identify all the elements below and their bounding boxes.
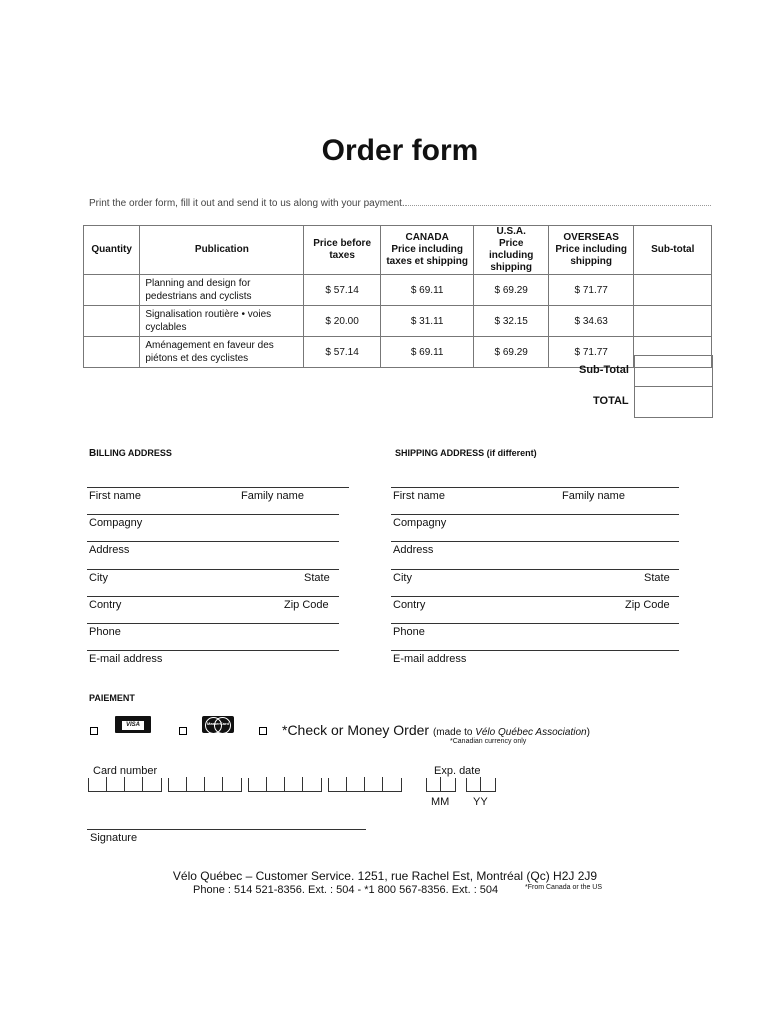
order-table [83,225,712,368]
shipping-first-name-label: First name [393,490,445,502]
billing-heading: BILLING ADDRESS [89,448,172,459]
digit-divider [124,777,125,791]
billing-line [87,541,339,542]
shipping-heading: SHIPPING ADDRESS (if different) [395,448,537,458]
card-group-2[interactable] [168,778,242,792]
shipping-address-label: Address [393,544,434,556]
exp-year-label: YY [473,796,488,808]
digit-divider [186,777,187,791]
price-canada-cell: $ 69.11 [380,337,474,368]
footer-note: *From Canada or the US [525,884,603,891]
visa-icon: VISA [115,716,151,733]
price-before-cell: $ 20.00 [304,306,380,337]
exp-date-label: Exp. date [434,765,481,777]
table-row [84,306,712,337]
subtotal-cell[interactable] [634,275,712,306]
digit-divider [480,777,481,791]
dotted-divider [405,205,711,206]
col-quantity: Quantity [84,226,140,275]
publication-cell: Aménagement en faveur des piétons et des cyclistes [140,337,304,368]
billing-phone-label: Phone [89,626,121,638]
signature-label: Signature [90,832,138,844]
intro-text: Print the order form, fill it out and send it to us along with your payment. [89,198,405,209]
digit-divider [106,777,107,791]
currency-note: *Canadian currency only [450,738,527,745]
signature-line[interactable] [87,829,366,830]
billing-line [87,514,339,515]
check-checkbox[interactable] [259,727,267,735]
quantity-cell[interactable] [84,306,140,337]
billing-address-label: Address [89,544,130,556]
shipping-family-name-label: Family name [562,490,625,502]
billing-zip-label: Zip Code [284,599,329,611]
col-usa: U.S.A. Price including shipping [474,226,548,275]
price-usa-cell: $ 32.15 [474,306,548,337]
sub-total-label: Sub-Total [579,364,629,376]
col-subtotal: Sub-total [634,226,712,275]
shipping-company-label: Compagny [393,517,447,529]
card-group-3[interactable] [248,778,322,792]
billing-city-label: City [89,572,108,584]
digit-divider [266,777,267,791]
mastercard-checkbox[interactable] [179,727,187,735]
digit-divider [142,777,143,791]
digit-divider [346,777,347,791]
shipping-line [391,623,679,624]
col-overseas: OVERSEAS Price including shipping [548,226,634,275]
card-group-4[interactable] [328,778,402,792]
shipping-email-label: E-mail address [393,653,467,665]
digit-divider [382,777,383,791]
table-row [84,337,712,368]
quantity-cell[interactable] [84,275,140,306]
price-before-cell: $ 57.14 [304,337,380,368]
shipping-line [391,541,679,542]
shipping-country-label: Contry [393,599,426,611]
payment-heading: PAIEMENT [89,693,135,703]
shipping-state-label: State [644,572,670,584]
shipping-zip-label: Zip Code [625,599,670,611]
col-price-before: Price before taxes [304,226,380,275]
shipping-line [391,596,679,597]
digit-divider [284,777,285,791]
page-title: Order form [321,134,479,167]
billing-line [87,569,339,570]
price-canada-cell: $ 69.11 [380,275,474,306]
billing-family-name-label: Family name [241,490,304,502]
billing-company-label: Compagny [89,517,143,529]
billing-line [87,487,349,488]
billing-first-name-label: First name [89,490,141,502]
digit-divider [204,777,205,791]
footer-phone: Phone : 514 521-8356. Ext. : 504 - *1 800 567-8356. Ext. : 504 [193,884,499,896]
total-label: TOTAL [593,395,629,407]
card-group-1[interactable] [88,778,162,792]
price-overseas-cell: $ 71.77 [548,337,634,368]
sub-total-box[interactable] [634,355,713,387]
exp-month-box[interactable] [426,778,456,792]
billing-line [87,623,339,624]
digit-divider [222,777,223,791]
price-usa-cell: $ 69.29 [474,337,548,368]
publication-cell: Signalisation routière • voies cyclables [140,306,304,337]
shipping-line [391,514,679,515]
price-overseas-cell: $ 71.77 [548,275,634,306]
digit-divider [440,777,441,791]
exp-year-box[interactable] [466,778,496,792]
shipping-line [391,569,679,570]
shipping-line [391,487,679,488]
shipping-line [391,650,679,651]
digit-divider [302,777,303,791]
digit-divider [364,777,365,791]
billing-line [87,650,339,651]
billing-country-label: Contry [89,599,122,611]
price-before-cell: $ 57.14 [304,275,380,306]
shipping-phone-label: Phone [393,626,425,638]
table-row [84,275,712,306]
card-number-label: Card number [93,765,158,777]
footer-address: Vélo Québec – Customer Service. 1251, rue Rachel Est, Montréal (Qc) H2J 2J9 [172,869,598,883]
col-canada: CANADA Price including taxes et shipping [380,226,474,275]
billing-state-label: State [304,572,330,584]
visa-checkbox[interactable] [90,727,98,735]
mastercard-icon: MasterCard [202,716,234,733]
total-box[interactable] [634,386,713,418]
price-usa-cell: $ 69.29 [474,275,548,306]
billing-line [87,596,339,597]
subtotal-cell[interactable] [634,306,712,337]
exp-month-label: MM [431,796,450,808]
check-option-label: *Check or Money Order (made to Vélo Québec Association) [282,722,590,738]
price-canada-cell: $ 31.11 [380,306,474,337]
quantity-cell[interactable] [84,337,140,368]
price-overseas-cell: $ 34.63 [548,306,634,337]
publication-cell: Planning and design for pedestrians and cyclists [140,275,304,306]
col-publication: Publication [140,226,304,275]
shipping-city-label: City [393,572,412,584]
billing-email-label: E-mail address [89,653,163,665]
